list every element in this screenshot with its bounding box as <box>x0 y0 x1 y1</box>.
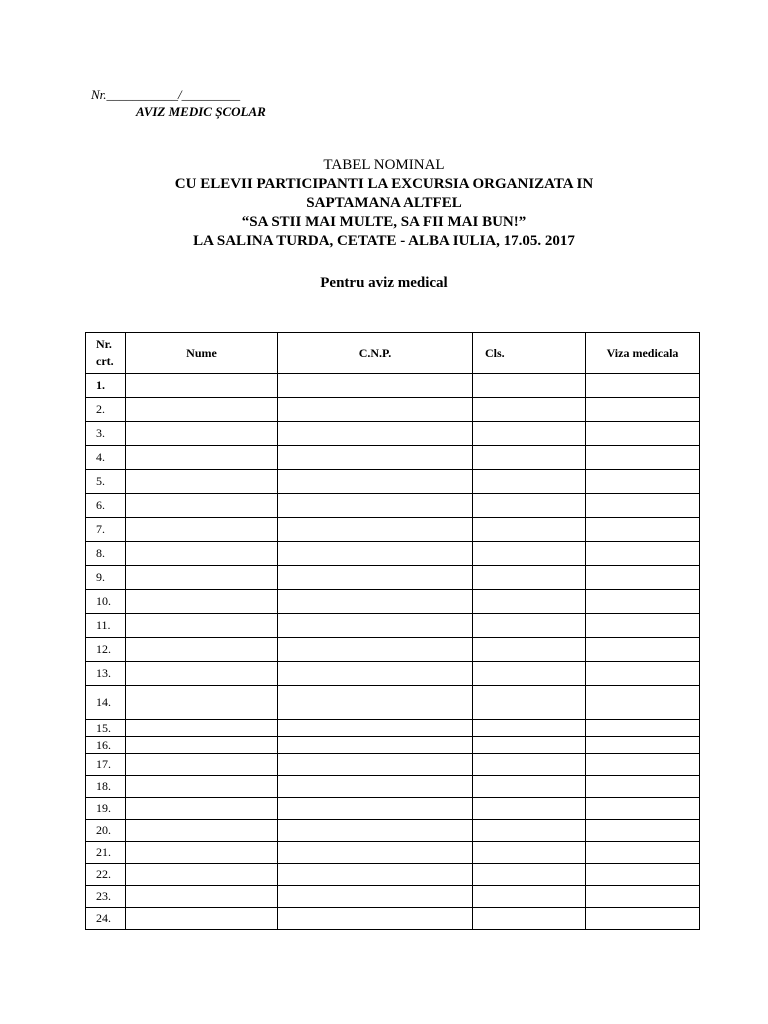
cnp-cell[interactable] <box>278 776 473 798</box>
class-cell[interactable] <box>473 820 586 842</box>
class-cell[interactable] <box>473 776 586 798</box>
medical-visa-cell[interactable] <box>586 886 700 908</box>
medical-visa-cell[interactable] <box>586 374 700 398</box>
row-number: 11. <box>86 614 126 638</box>
title-line-3: SAPTAMANA ALTFEL <box>306 195 462 211</box>
class-cell[interactable] <box>473 798 586 820</box>
name-cell[interactable] <box>126 566 278 590</box>
table-row <box>86 590 700 614</box>
document-subtitle: Pentru aviz medical <box>320 275 448 291</box>
class-cell[interactable] <box>473 886 586 908</box>
class-cell[interactable] <box>473 470 586 494</box>
name-cell[interactable] <box>126 398 278 422</box>
row-number: 17. <box>86 754 126 776</box>
table-row <box>86 614 700 638</box>
table-row <box>86 638 700 662</box>
class-cell[interactable] <box>473 614 586 638</box>
table-row <box>86 820 700 842</box>
medical-visa-cell[interactable] <box>586 494 700 518</box>
row-number: 2. <box>86 398 126 422</box>
medical-visa-cell[interactable] <box>586 864 700 886</box>
row-number: 12. <box>86 638 126 662</box>
medical-visa-cell[interactable] <box>586 470 700 494</box>
medical-visa-cell[interactable] <box>586 590 700 614</box>
cnp-cell[interactable] <box>278 590 473 614</box>
medical-visa-cell[interactable] <box>586 542 700 566</box>
cnp-cell[interactable] <box>278 798 473 820</box>
class-cell[interactable] <box>473 737 586 754</box>
name-cell[interactable] <box>126 518 278 542</box>
row-number: 7. <box>86 518 126 542</box>
cnp-cell[interactable] <box>278 494 473 518</box>
row-number: 1. <box>86 374 126 398</box>
name-cell[interactable] <box>126 374 278 398</box>
medical-visa-cell[interactable] <box>586 518 700 542</box>
name-cell[interactable] <box>126 686 278 720</box>
cnp-cell[interactable] <box>278 614 473 638</box>
medical-visa-cell[interactable] <box>586 686 700 720</box>
row-number: 10. <box>86 590 126 614</box>
medical-visa-cell[interactable] <box>586 398 700 422</box>
class-cell[interactable] <box>473 542 586 566</box>
header-nr-crt <box>86 333 126 374</box>
table-row <box>86 908 700 930</box>
medical-visa-cell[interactable] <box>586 638 700 662</box>
class-cell[interactable] <box>473 754 586 776</box>
class-cell[interactable] <box>473 638 586 662</box>
name-cell[interactable] <box>126 494 278 518</box>
table-body <box>86 374 700 930</box>
class-cell[interactable] <box>473 518 586 542</box>
cnp-cell[interactable] <box>278 754 473 776</box>
title-line-4: “SA STII MAI MULTE, SA FII MAI BUN!” <box>241 214 527 230</box>
name-cell[interactable] <box>126 662 278 686</box>
cnp-cell[interactable] <box>278 908 473 930</box>
medical-visa-cell[interactable] <box>586 754 700 776</box>
cnp-cell[interactable] <box>278 886 473 908</box>
row-number: 18. <box>86 776 126 798</box>
title-line-1: TABEL NOMINAL <box>323 157 445 173</box>
medical-visa-cell[interactable] <box>586 908 700 930</box>
name-cell[interactable] <box>126 590 278 614</box>
table-row <box>86 737 700 754</box>
cnp-cell[interactable] <box>278 864 473 886</box>
row-number: 22. <box>86 864 126 886</box>
table-row <box>86 398 700 422</box>
row-number: 15. <box>86 720 126 737</box>
table-row <box>86 798 700 820</box>
medical-visa-cell[interactable] <box>586 820 700 842</box>
class-cell[interactable] <box>473 374 586 398</box>
class-cell[interactable] <box>473 446 586 470</box>
class-cell[interactable] <box>473 398 586 422</box>
title-line-2: CU ELEVII PARTICIPANTI LA EXCURSIA ORGANIZATA IN <box>174 176 594 192</box>
participants-table <box>85 332 700 930</box>
title-line-5: LA SALINA TURDA, CETATE - ALBA IULIA, 17.05. 2017 <box>193 233 575 249</box>
name-cell[interactable] <box>126 614 278 638</box>
table-row <box>86 864 700 886</box>
name-cell[interactable] <box>126 776 278 798</box>
cnp-cell[interactable] <box>278 662 473 686</box>
table-row <box>86 542 700 566</box>
table-row <box>86 662 700 686</box>
name-cell[interactable] <box>126 638 278 662</box>
table-row <box>86 446 700 470</box>
class-cell[interactable] <box>473 662 586 686</box>
class-cell[interactable] <box>473 590 586 614</box>
class-cell[interactable] <box>473 908 586 930</box>
name-cell[interactable] <box>126 542 278 566</box>
table-row <box>86 776 700 798</box>
class-cell[interactable] <box>473 864 586 886</box>
cnp-cell[interactable] <box>278 374 473 398</box>
row-number: 20. <box>86 820 126 842</box>
table-row <box>86 494 700 518</box>
cnp-cell[interactable] <box>278 518 473 542</box>
name-cell[interactable] <box>126 842 278 864</box>
table-row <box>86 518 700 542</box>
row-number: 8. <box>86 542 126 566</box>
cnp-cell[interactable] <box>278 686 473 720</box>
table-row <box>86 720 700 737</box>
table-row <box>86 566 700 590</box>
row-number: 5. <box>86 470 126 494</box>
name-cell[interactable] <box>126 446 278 470</box>
cnp-cell[interactable] <box>278 737 473 754</box>
header-nume: Nume <box>126 333 278 374</box>
table-row <box>86 754 700 776</box>
medical-visa-cell[interactable] <box>586 422 700 446</box>
medical-visa-cell[interactable] <box>586 776 700 798</box>
header-nr-line2: crt. <box>96 354 114 368</box>
header-cnp: C.N.P. <box>278 333 473 374</box>
table-header-row <box>86 333 700 374</box>
row-number: 24. <box>86 908 126 930</box>
medical-visa-cell[interactable] <box>586 798 700 820</box>
medical-visa-cell[interactable] <box>586 662 700 686</box>
name-cell[interactable] <box>126 422 278 446</box>
school-medical-approval-label: AVIZ MEDIC ȘCOLAR <box>136 104 266 119</box>
table-row <box>86 886 700 908</box>
registration-number-line: Nr.___________/_________ <box>91 87 241 102</box>
medical-visa-cell[interactable] <box>586 720 700 737</box>
medical-visa-cell[interactable] <box>586 737 700 754</box>
cnp-cell[interactable] <box>278 638 473 662</box>
cnp-cell[interactable] <box>278 422 473 446</box>
table-row <box>86 686 700 720</box>
medical-visa-cell[interactable] <box>586 566 700 590</box>
cnp-cell[interactable] <box>278 446 473 470</box>
name-cell[interactable] <box>126 737 278 754</box>
table-row <box>86 470 700 494</box>
class-cell[interactable] <box>473 494 586 518</box>
class-cell[interactable] <box>473 842 586 864</box>
name-cell[interactable] <box>126 908 278 930</box>
class-cell[interactable] <box>473 422 586 446</box>
name-cell[interactable] <box>126 886 278 908</box>
medical-visa-cell[interactable] <box>586 614 700 638</box>
row-number: 13. <box>86 662 126 686</box>
row-number: 9. <box>86 566 126 590</box>
row-number: 6. <box>86 494 126 518</box>
row-number: 16. <box>86 737 126 754</box>
cnp-cell[interactable] <box>278 398 473 422</box>
class-cell[interactable] <box>473 566 586 590</box>
row-number: 19. <box>86 798 126 820</box>
name-cell[interactable] <box>126 864 278 886</box>
row-number: 4. <box>86 446 126 470</box>
medical-visa-cell[interactable] <box>586 842 700 864</box>
table-row <box>86 842 700 864</box>
header-cls: Cls. <box>473 333 586 374</box>
cnp-cell[interactable] <box>278 720 473 737</box>
cnp-cell[interactable] <box>278 470 473 494</box>
header-nr-line1: Nr. <box>96 337 112 351</box>
medical-visa-cell[interactable] <box>586 446 700 470</box>
name-cell[interactable] <box>126 798 278 820</box>
row-number: 21. <box>86 842 126 864</box>
class-cell[interactable] <box>473 720 586 737</box>
name-cell[interactable] <box>126 470 278 494</box>
table-row <box>86 374 700 398</box>
cnp-cell[interactable] <box>278 542 473 566</box>
class-cell[interactable] <box>473 686 586 720</box>
table-row <box>86 422 700 446</box>
row-number: 23. <box>86 886 126 908</box>
cnp-cell[interactable] <box>278 820 473 842</box>
cnp-cell[interactable] <box>278 566 473 590</box>
name-cell[interactable] <box>126 754 278 776</box>
name-cell[interactable] <box>126 820 278 842</box>
row-number: 14. <box>86 686 126 720</box>
cnp-cell[interactable] <box>278 842 473 864</box>
row-number: 3. <box>86 422 126 446</box>
document-title <box>0 156 768 251</box>
name-cell[interactable] <box>126 720 278 737</box>
header-viza: Viza medicala <box>586 333 700 374</box>
